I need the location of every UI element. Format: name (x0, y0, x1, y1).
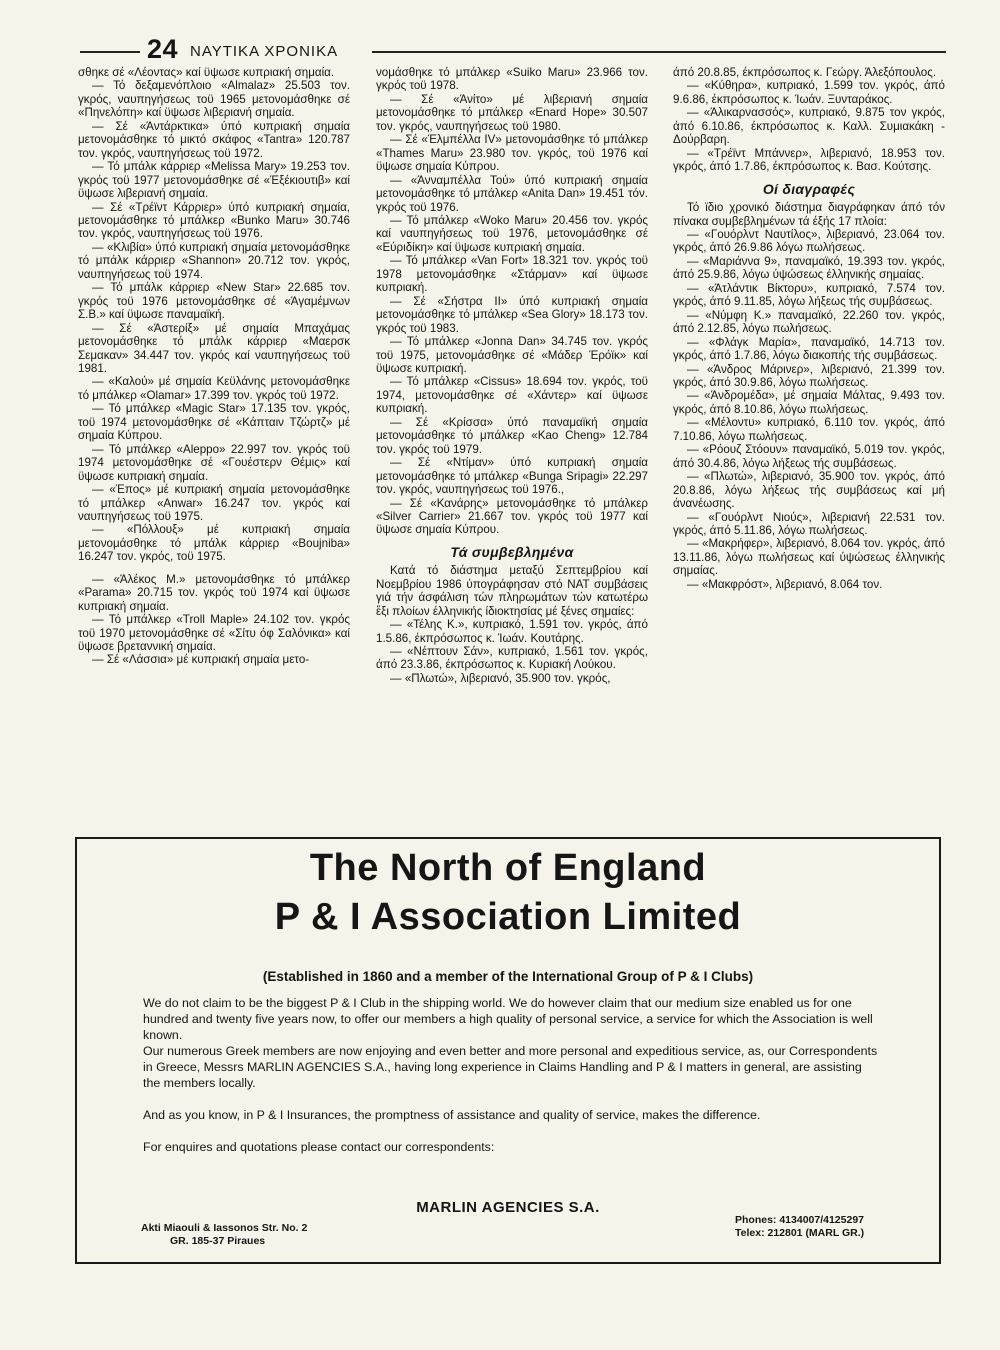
ad-phones: Phones: 4134007/4125297 (735, 1214, 865, 1226)
paragraph: — «Έπος» μέ κυπριακή σημαία μετονομάσθηκε τό μπάλκερ «Anwar» 16.247 τον. γκρός καί ναυπηγήσεως τοϋ 1975. (78, 483, 350, 523)
paragraph: — Τό μπάλκ κάρριερ «Melissa Mary» 19.253 τον. γκρός τοϋ 1977 μετονομάσθηκε σέ «Έξέκιουτιβ» καί ϋψωσε λιβεριανή σημαία. (78, 160, 350, 201)
paragraph: — Τό μπάλκ κάρριερ «New Star» 22.685 τον. γκρός τοϋ 1976 μετονομάσθηκε σέ «Άγαμέμνων Σ.Β.» καί ϋψωσε παναμαϊκή. (78, 281, 350, 322)
ad-address-line-2: GR. 185-37 Piraues (170, 1235, 266, 1247)
ad-paragraph: For enquires and quotations please contact our correspondents: (143, 1140, 495, 1154)
ad-telex: Telex: 212801 (MARL GR.) (735, 1227, 865, 1239)
paragraph: — Σέ «Ντίμαν» ύπό κυπριακή σημαία μετονομάσθηκε τό μπάλκερ «Bunga Sripagi» 22.297 τον. γκρός, ναυπηγήσεως τοϋ 1976., (376, 456, 648, 497)
paragraph: — Τό μπάλκερ «Cissus» 18.694 τον. γκρός, τοϋ 1974, μετονομάσθηκε σέ «Χάντερ» καί ϋψωσε κυπριακή. (376, 375, 648, 416)
paragraph: — «Άτλάντικ Βίκτορυ», κυπριακό, 7.574 τον. γκρός, άπό 9.11.85, λόγω λήξεως τής συμβάσεως. (673, 281, 945, 309)
paragraph: — «Μακφρόστ», λιβεριανό, 8.064 τον. (687, 577, 883, 591)
ad-paragraph: We do not claim to be the biggest P & I Club in the shipping world. We do however claim that our medium size enabled us for one hundred and twenty five years now, to offer our members a high quality of personal service, a service for which the Association is well known. (143, 996, 873, 1042)
paragraph: — «Μακρήφερ», λιβεριανό, 8.064 τον. γκρός, άπό 13.11.86, λόγω πωλήσεως καί ύψώσεως έλληνικής σημαίας. (673, 537, 945, 578)
ad-contact (735, 1214, 864, 1240)
paragraph: — «Τέλης Κ.», κυπριακό, 1.591 τον. γκρός, άπό 1.5.86, έκπρόσωπος κ. Ίωάν. Κουτάρης. (376, 618, 648, 645)
paragraph: — «Άνδρομέδα», μέ σημαία Μάλτας, 9.493 τον. γκρός, άπό 8.10.86, λόγω πωλήσεως. (673, 389, 945, 416)
ad-body (143, 995, 878, 1155)
paragraph: — «Γουόρλντ Ναυτίλος», λιβεριανό, 23.064 τον. γκρός, άπό 26.9.86 λόγω πωλήσεως. (673, 227, 945, 255)
paragraph: — Τό μπάλκερ «Van Fort» 18.321 τον. γκρός τοϋ 1978 μετονομάσθηκε «Στάρμαν» καί ϋψωσε κυπριακή. (376, 254, 648, 295)
paragraph: — «Καλού» μέ σημαία Κεϋλάνης μετονομάσθηκε τό μπάλκερ «Olamar» 17.399 τον. γκρός τοϋ 1972. (78, 375, 350, 402)
paragraph: — «Άνδρος Μάρινερ», λιβεριανό, 21.399 τον. γκρός, άπό 30.9.86, λόγω πωλήσεως. (673, 362, 945, 389)
section-heading-deletions: Οί διαγραφές (762, 180, 856, 197)
paragraph: — Τό μπάλκερ «Troll Maple» 24.102 τον. γκρός τοϋ 1970 μετονομάσθηκε σέ «Σίτυ όφ Σαλόνικα» καί ϋψωσε βρεταννική σημαία. (78, 613, 350, 654)
paragraph: — «Τρέϊντ Μπάννερ», λιβεριανό, 18.953 τον. γκρός, άπό 1.7.86, έκπρόσωπος κ. Βασ. Κούτσης. (673, 146, 945, 174)
paragraph: — «Φλάγκ Μαρία», παναμαϊκό, 14.713 τον. γκρός, άπό 1.7.86, λόγω διακοπής τής συμβάσεως. (673, 335, 945, 363)
ad-established-line: (Established in 1860 and a member of the International Group of P & I Clubs) (262, 969, 754, 984)
ad-address (141, 1222, 307, 1248)
paragraph: άπό 20.8.85, έκπρόσωπος κ. Γεώργ. Άλεξόπουλος. (673, 66, 937, 79)
paragraph: — «Γουόρλντ Νιούς», λιβεριανή 22.531 τον. γκρός, άπό 5.11.86, λόγω πωλήσεως. (673, 510, 945, 537)
paragraph: — «Ρόουζ Στόουν» παναμαϊκό, 5.019 τον. γκρός, άπό 30.4.86, λόγω λήξεως τής συμβάσεως. (673, 443, 945, 470)
paragraph: — «Νέπτουν Σάν», κυπριακό, 1.561 τον. γκρός, άπό 23.3.86, έκπρόσωπος κ. Κυριακή Λούκου. (376, 645, 648, 672)
paragraph: — «Μαριάννα 9», παναμαϊκό, 19.393 τον. γκρός, άπό 25.9.86, λόγω ύψώσεως έλληνικής σημαίας. (673, 254, 945, 282)
ad-address-line-1: Akti Miaouli & Iassonos Str. No. 2 (141, 1222, 308, 1234)
paragraph: — Τό μπάλκερ «Woko Maru» 20.456 τον. γκρός καί ναυπηγήσεως τοϋ 1976, μετονομάσθηκε σέ «Εύριδίκη» καί ϋψωσε κυπριακή σημαία. (376, 213, 648, 254)
ad-title-line-1: The North of England (309, 847, 707, 889)
header-rule-left (80, 51, 140, 53)
paragraph: — Σέ «Άνίτο» μέ λιβεριανή σημαία μετονομάσθηκε τό μπάλκερ «Enard Hope» 30.507 τον. γκρός, ναυπηγήσεως τοϋ 1980. (376, 92, 648, 133)
ad-paragraph: And as you know, in P & I Insurances, the promptness of assistance and quality of service, makes the difference. (143, 1108, 761, 1122)
paragraph: — «Μέλοντυ» κυπριακό, 6.110 τον. γκρός, άπό 7.10.86, λόγω πωλήσεως. (673, 416, 945, 443)
ad-company-name: MARLIN AGENCIES S.A. (416, 1199, 600, 1216)
article-column-1 (78, 66, 350, 667)
paragraph: — Σέ «Κρίσσα» ύπό παναμαϊκή σημαία μετονομάσθηκε τό μπάλκερ «Kao Cheng» 12.784 τον. γκρός τοϋ 1979. (376, 415, 648, 456)
paragraph: — «Άλικαρνασσός», κυπριακό, 9.875 τον γκρός, άπό 6.10.86, έκπρόσωπος κ. Καλλ. Συμιακάκη - Δούρβαρη. (673, 106, 945, 147)
header-rule-right (372, 51, 946, 53)
paragraph: — «Άνναμπέλλα Τού» ύπό κυπριακή σημαία μετονομάσθηκε τό μπάλκερ «Anita Dan» 19.451 τόν. γκρός τοϋ 1976. (376, 173, 648, 214)
paragraph: — «Νύμφη Κ.» παναμαϊκό, 22.260 τον. γκρός, άπό 2.12.85, λόγω πωλήσεως. (673, 308, 945, 336)
paragraph: νομάσθηκε τό μπάλκερ «Suiko Maru» 23.966 τον. γκρός τοϋ 1978. (376, 66, 648, 93)
paragraph: — Σέ «Άντάρκτικα» ύπό κυπριακή σημαία μετονομάσθηκε τό μικτό σκάφος «Tantra» 120.787 τον. γκρός, ναυπηγήσεως τοϋ 1972. (78, 119, 350, 160)
magazine-title: ΝΑΥΤΙΚΑ ΧΡΟΝΙΚΑ (190, 43, 339, 60)
paragraph: — «Άλέκος Μ.» μετονομάσθηκε τό μπάλκερ «Parama» 20.715 τον. γκρός τοϋ 1974 καί ϋψωσε κυπριακή σημαία. (78, 572, 350, 613)
paragraph: — Τό δεξαμενόπλοιο «Almalaz» 25.503 τον. γκρός, ναυπηγήσεως τοϋ 1965 μετονομάσθηκε σέ «Πηνελόπη» καί ϋψωσε λιβεριανή σημαία. (78, 79, 350, 120)
paragraph: Τό ϊδιο χρονικό διάστημα διαγράφηκαν άπό τόν πίνακα συμβεβλημένων τά έξής 17 πλοία: (673, 201, 945, 228)
paragraph: — Σέ «Άστερίξ» μέ σημαία Μπαχάμας μετονομάσθηκε τό μπάλκ κάρριερ «Μαερσκ Σεμακαν» 34.447 τον. γκρός καί ναυπηγήσεως τοϋ 1981. (78, 321, 350, 375)
paragraph: — Σέ «Τρέϊντ Κάρριερ» ύπό κυπριακή σημαία, μετονομάσθηκε τό μπάλκερ «Bunko Maru» 30.746 τον. γκρός, ναυπηγήσεως τοϋ 1976. (78, 200, 350, 241)
paragraph: — Σέ «Έλμπέλλα IV» μετονομάσθηκε τό μπάλκερ «Thames Maru» 23.980 τον. γκρός, τοϋ 1976 καί ϋψωσε σημαία Κύπρου. (376, 133, 648, 174)
paragraph: σθηκε σέ «Λέοντας» καί ϋψωσε κυπριακή σημαία. (78, 66, 335, 79)
paragraph: — Σέ «Κανάρης» μετονομάσθηκε τό μπάλκερ «Silver Carrier» 21.667 τον. γκρός τοϋ 1977 καί ϋψωσε σημαία Κύπρου. (376, 496, 648, 537)
advertisement-box (75, 837, 941, 1264)
page-header (80, 34, 946, 66)
paragraph: Κατά τό διάστημα μεταξύ Σεπτεμβρίου καί Νοεμβρίου 1986 ύπογράφησαν στό ΝΑΤ συμβάσεις γιά τήν άσφάλιση τών πληρωμάτων τών κατωτέρω ἕξι πλοίων έλληνικής ίδιοκτησίας μέ ξένες σημαίες: (376, 564, 648, 618)
paragraph: — Τό μπάλκερ «Magic Star» 17.135 τον. γκρός, τοϋ 1974 μετονομάσθηκε σέ «Κάπταιν Τζώρτζ» μέ σημαία Κύπρου. (78, 402, 350, 443)
paragraph: — «Πόλλουξ» μέ κυπριακή σημαία μετονομάσθηκε τό μπάλκ κάρριερ «Boujniba» 16.247 τον. γκρός, τοϋ 1975. (78, 523, 350, 564)
paragraph: — Σέ «Σήστρα II» ύπό κυπριακή σημαία μετονομάσθηκε τό μπάλκερ «Sea Glory» 18.173 τον. γκρός τοϋ 1983. (376, 294, 648, 335)
article-column-3 (673, 66, 945, 591)
ad-paragraph: Our numerous Greek members are now enjoying and even better and more personal and expeditious service, as, our Correspondents in Greece, Messrs MARLIN AGENCIES S.A., having long experience in Claims Handling and P & I matters in general, are assisting the members locally. (143, 1044, 878, 1090)
paragraph: — Τό μπάλκερ «Aleppo» 22.997 τον. γκρός τοϋ 1974 μετονομάσθηκε σέ «Γουέστερν Θέμις» καί ϋψωσε κυπριακή σημαία. (78, 442, 350, 483)
paragraph: — «Πλωτώ», λιβεριανό, 35.900 τον. γκρός, άπό 20.8.86, λόγω λήξεως τής συμβάσεως καί μή άνανέωσης. (673, 470, 945, 511)
section-heading-contracted: Τά συμβεβλημένα (450, 543, 574, 560)
paragraph: — Τό μπάλκερ «Jonna Dan» 34.745 τον. γκρός τοϋ 1975, μετονομάσθηκε σέ «Μάδερ Έρόϊκ» καί ϋψωσε κυπριακή. (376, 335, 648, 375)
article-column-2 (376, 66, 648, 685)
paragraph: — «Κύθηρα», κυπριακό, 1.599 τον. γκρός, άπό 9.6.86, έκπρόσωπος κ. Ίωάν. Ξυνταράκος. (673, 79, 945, 106)
page-number: 24 (147, 34, 179, 64)
paragraph: — «Κλιβία» ύπό κυπριακή σημαία μετονομάσθηκε τό μπάλκ κάρριερ «Shannon» 20.712 τον. γκρός, ναυπηγήσεως τοϋ 1974. (78, 240, 350, 281)
paragraph: — «Πλωτώ», λιβεριανό, 35.900 τον. γκρός, (390, 671, 611, 685)
paragraph: — Σέ «Λάσσια» μέ κυπριακή σημαία μετο- (92, 653, 310, 667)
ad-title-line-2: P & I Association Limited (274, 896, 742, 938)
